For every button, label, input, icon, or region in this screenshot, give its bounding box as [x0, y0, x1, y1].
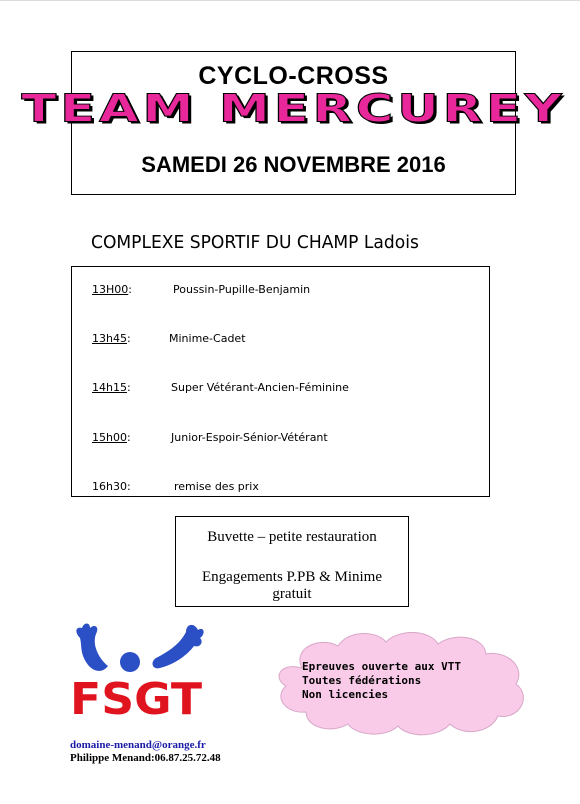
schedule-colon: :	[126, 381, 131, 394]
schedule-category: Minime-Cadet	[169, 332, 246, 345]
cloud-text	[302, 660, 461, 702]
schedule-time: 16h30	[92, 480, 127, 493]
schedule-time: 14h15	[92, 381, 127, 394]
logo-text: FSGT	[70, 674, 202, 725]
schedule-row	[92, 283, 311, 296]
schedule-time: 15h00	[92, 431, 127, 444]
schedule-category: remise des prix	[174, 480, 259, 493]
schedule-colon: :	[126, 431, 131, 444]
schedule-category: Super Vétérant-Ancien-Féminine	[171, 381, 349, 394]
engagements-text	[176, 569, 408, 603]
title-box	[21, 51, 566, 195]
cloud-line: Epreuves ouverte aux VTT	[302, 660, 461, 673]
venue-name: COMPLEXE SPORTIF DU CHAMP Ladois	[91, 232, 419, 253]
schedule-colon: :	[126, 332, 131, 345]
buvette-text: Buvette – petite restauration	[207, 529, 377, 545]
raised-arms-icon	[68, 618, 208, 728]
schedule-time: 13h45	[92, 332, 127, 345]
cloud-line: Non licencies	[302, 688, 389, 701]
club-name: TEAM MERCUREY	[21, 87, 566, 131]
contact-block	[70, 739, 221, 765]
engagements-line: Engagements P.PB & Minime	[202, 569, 382, 585]
schedule-row	[92, 332, 246, 345]
contact-email[interactable]: domaine-menand@orange.fr	[70, 739, 206, 751]
schedule-colon: :	[126, 480, 131, 493]
schedule-category: Junior-Espoir-Sénior-Vétérant	[171, 431, 328, 444]
schedule-colon: :	[128, 283, 132, 296]
fsgt-logo	[68, 618, 208, 728]
schedule-row	[92, 480, 259, 493]
schedule-time: 13H00	[92, 283, 129, 296]
cloud-line: Toutes fédérations	[302, 674, 422, 687]
schedule-row	[92, 431, 328, 444]
schedule-category: Poussin-Pupille-Benjamin	[173, 283, 311, 296]
event-type: CYCLO-CROSS	[198, 62, 389, 90]
gratuit-line: gratuit	[272, 586, 312, 602]
page-top-edge	[0, 0, 580, 1]
contact-name-phone: Philippe Menand:06.87.25.72.48	[70, 752, 221, 764]
schedule-box	[71, 266, 490, 497]
event-date: SAMEDI 26 NOVEMBRE 2016	[141, 152, 446, 177]
info-box	[175, 516, 409, 607]
schedule-row	[92, 381, 349, 394]
